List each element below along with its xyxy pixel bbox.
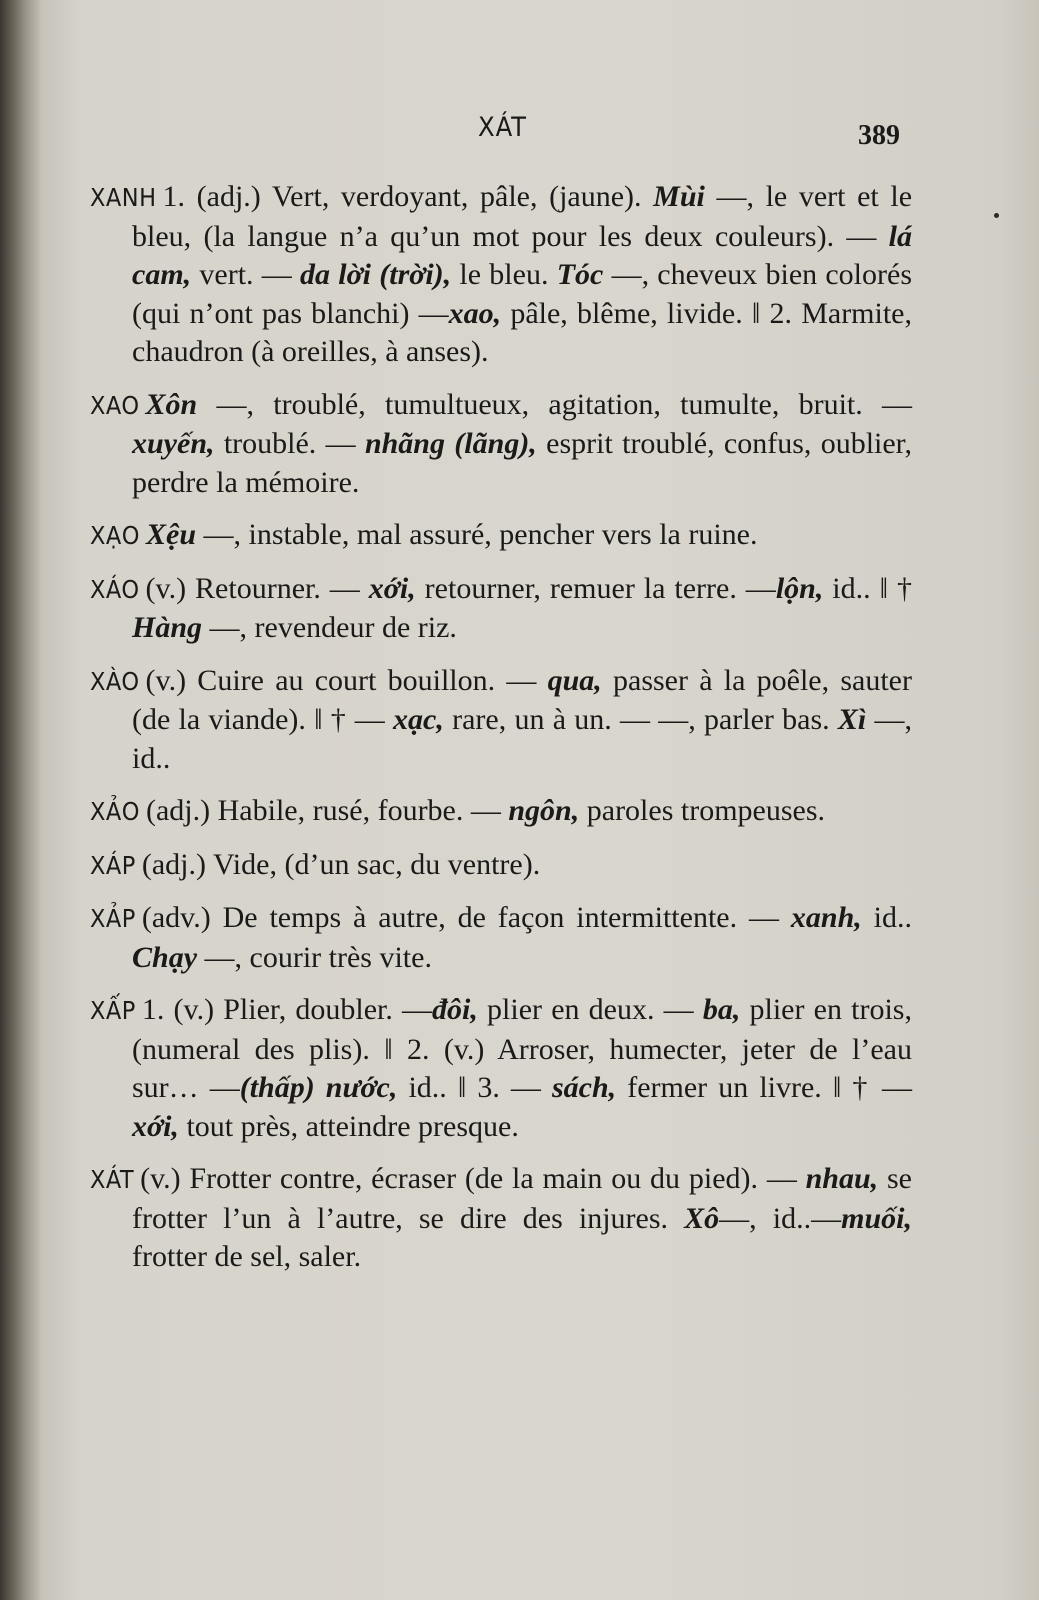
entry-headword: XÁO: [90, 574, 140, 604]
vietnamese-term: Xì: [837, 703, 867, 736]
definition-text: —, courir très vite.: [197, 940, 432, 974]
vietnamese-term: xạc,: [393, 703, 444, 736]
definition-text: (adj.) Habile, rusé, fourbe. —: [146, 794, 509, 827]
definition-text: vert. —: [191, 258, 300, 291]
definition-text: paroles trompeuses.: [579, 794, 826, 827]
vietnamese-term: xuyến,: [132, 427, 215, 460]
definition-text: tout près, atteindre presque.: [178, 1109, 519, 1143]
vietnamese-term: xao,: [448, 296, 502, 330]
vietnamese-term: (thấp) nước,: [239, 1071, 398, 1104]
vietnamese-term: Xệu: [146, 518, 197, 551]
vietnamese-term: xới,: [132, 1109, 179, 1143]
dictionary-entry: [90, 899, 912, 977]
definition-text: fermer un livre. ‖ † —: [616, 1071, 912, 1104]
vietnamese-term: da lời (trời),: [300, 258, 452, 291]
definition-text: plier en deux. —: [477, 993, 703, 1026]
entry-headword: XAO: [90, 390, 140, 420]
vietnamese-term: Xôn: [145, 387, 198, 421]
definition-text: —, id..: [132, 703, 912, 775]
dictionary-entry: [90, 792, 912, 832]
vietnamese-term: Xô: [684, 1201, 720, 1235]
running-head: XÁT: [478, 112, 527, 143]
vietnamese-term: xới,: [368, 571, 416, 605]
definition-text: (adj.) Vide, (d’un sac, du ventre).: [141, 847, 541, 881]
definition-text: id..: [861, 901, 912, 934]
definition-text: id.. ‖ †: [823, 571, 912, 605]
definition-text: —, cheveux bien colorés (qui n’ont pas blanchi) —: [132, 258, 912, 330]
vietnamese-term: Mùi: [653, 180, 705, 213]
definition-text: plier en trois, (numeral des plis). ‖ 2. (v.) Arroser, humecter, jeter de l’eau sur… —: [132, 993, 912, 1104]
entry-list: [90, 178, 912, 1291]
vietnamese-term: ngôn,: [508, 794, 580, 827]
dictionary-entry: [90, 1160, 912, 1277]
entry-headword: XÀO: [90, 666, 140, 696]
vietnamese-term: ba,: [702, 993, 741, 1026]
vietnamese-term: sách,: [551, 1071, 617, 1104]
definition-text: 1. (v.) Plier, doubler. —: [141, 993, 433, 1026]
dictionary-entry: [90, 178, 912, 372]
definition-text: passer à la poêle, sauter (de la viande). ‖ † —: [132, 663, 912, 736]
definition-text: rare, un à un. — —, parler bas.: [443, 703, 838, 736]
definition-text: —, id..—: [719, 1201, 842, 1235]
entry-headword: XẤP: [90, 996, 136, 1025]
definition-text: id.. ‖ 3. —: [397, 1071, 552, 1104]
vietnamese-term: đôi,: [432, 993, 478, 1026]
dictionary-entry: [90, 516, 912, 556]
definition-text: (v.) Retourner. —: [145, 571, 369, 605]
definition-text: troublé. —: [214, 427, 365, 460]
vietnamese-term: xanh,: [790, 901, 862, 934]
definition-text: frotter de sel, saler.: [132, 1240, 362, 1273]
dictionary-entry: [90, 386, 912, 503]
vietnamese-term: lá cam,: [132, 219, 912, 291]
definition-text: —, instable, mal assuré, pencher vers la ruine.: [196, 518, 758, 551]
entry-headword: XÁT: [90, 1165, 135, 1194]
definition-text: —, troublé, tumultueux, agitation, tumulte, bruit. —: [197, 387, 912, 421]
definition-text: retourner, remuer la terre. —: [415, 571, 776, 605]
definition-text: —, le vert et le bleu, (la langue n’a qu’un mot pour les deux couleurs). —: [132, 180, 913, 253]
definition-text: le bleu.: [451, 258, 557, 291]
vietnamese-term: lộn,: [775, 571, 824, 605]
page-header: [0, 112, 1039, 152]
entry-headword: XẠO: [90, 521, 140, 550]
dictionary-entry: [90, 570, 912, 648]
dictionary-entry: [90, 991, 912, 1146]
vietnamese-term: Chạy: [132, 940, 198, 974]
definition-text: se frotter l’un à l’autre, se dire des injures.: [132, 1162, 912, 1235]
dictionary-entry: [90, 662, 912, 779]
dictionary-entry: [90, 846, 912, 886]
definition-text: (v.) Frotter contre, écraser (de la main ou du pied). —: [140, 1162, 806, 1195]
definition-text: pâle, blême, livide. ‖ 2. Marmite, chaudron (à oreilles, à anses).: [132, 296, 913, 368]
vietnamese-term: muối,: [841, 1201, 912, 1235]
entry-headword: XÁP: [90, 850, 136, 880]
vietnamese-term: nhãng (lãng),: [364, 427, 537, 460]
definition-text: esprit troublé, confus, oublier, perdre la mémoire.: [132, 427, 912, 499]
entry-headword: XẢO: [90, 797, 140, 826]
page-number: 389: [858, 120, 900, 151]
entry-headword: XANH: [90, 183, 157, 212]
definition-text: —, revendeur de riz.: [202, 611, 457, 644]
vietnamese-term: Hàng: [132, 611, 203, 644]
entry-headword: XẢP: [90, 904, 136, 933]
definition-text: (adv.) De temps à autre, de façon intermittente. —: [141, 901, 791, 934]
vietnamese-term: Tóc: [556, 258, 604, 291]
definition-text: (v.) Cuire au court bouillon. —: [145, 663, 548, 697]
vietnamese-term: nhau,: [805, 1162, 879, 1195]
vietnamese-term: qua,: [547, 663, 602, 697]
definition-text: 1. (adj.) Vert, verdoyant, pâle, (jaune).: [162, 180, 654, 213]
ink-speck: [994, 213, 999, 218]
